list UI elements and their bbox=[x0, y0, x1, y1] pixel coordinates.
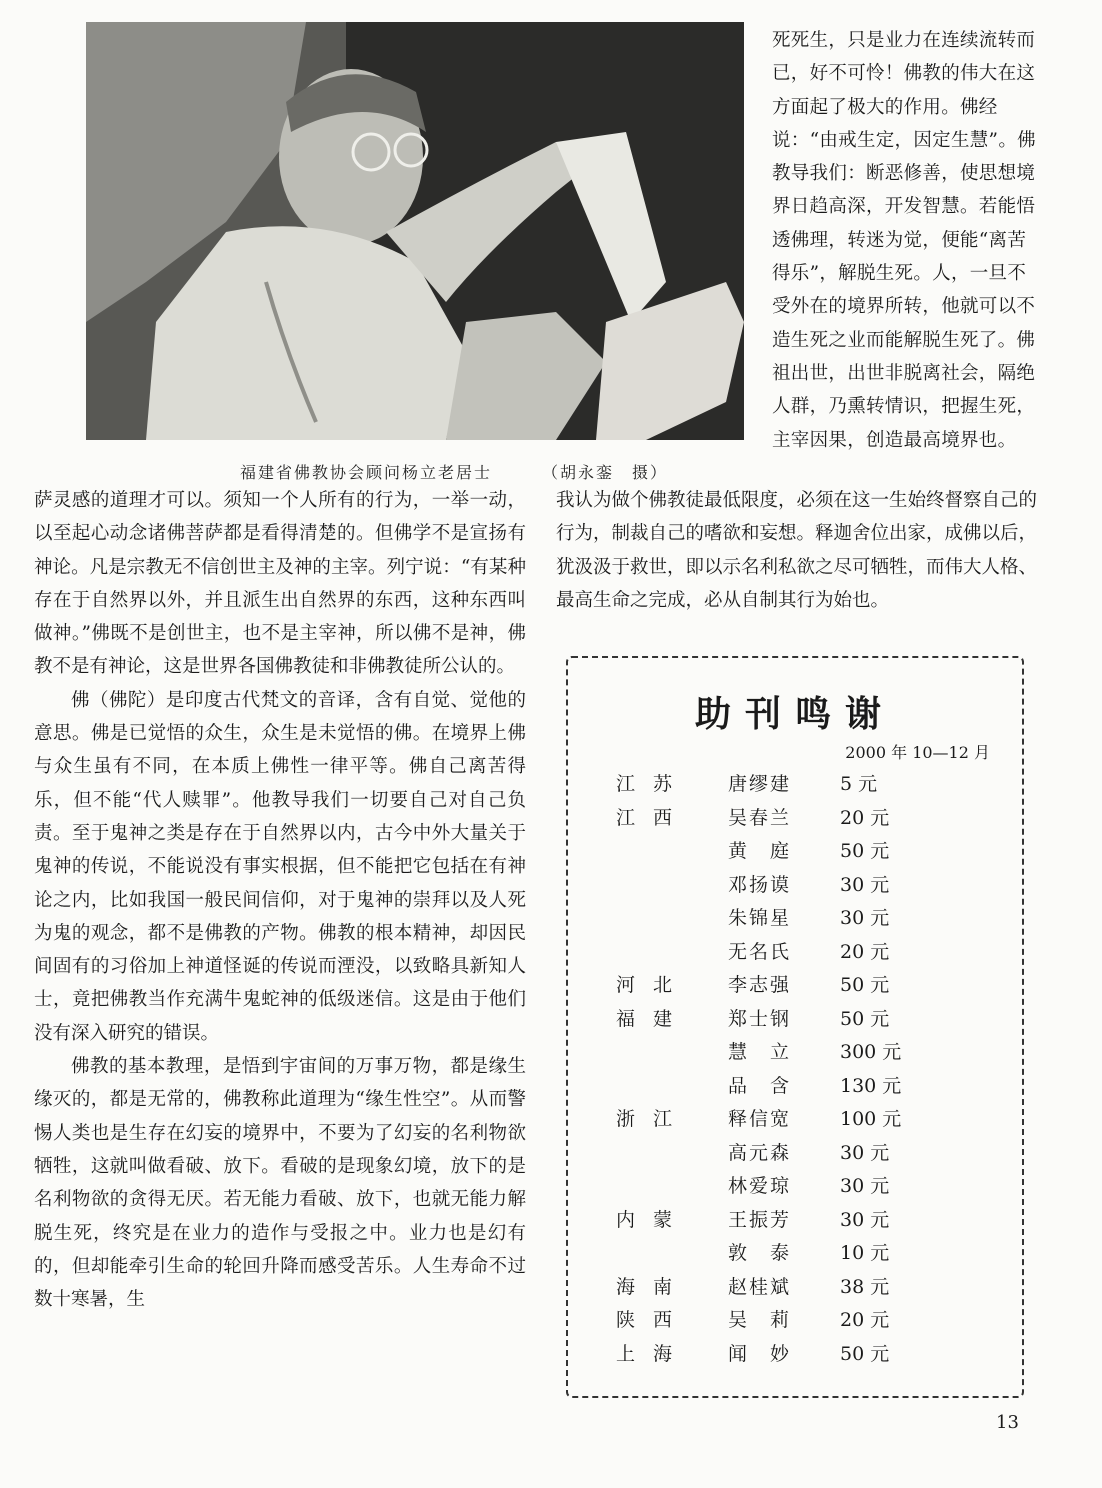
donor-amount: 50 元 bbox=[840, 1342, 890, 1365]
caption-subject: 福建省佛教协会顾问杨立老居士 bbox=[240, 463, 493, 482]
donor-amount: 30 元 bbox=[840, 1175, 890, 1197]
donor-name: 高元森 bbox=[728, 1141, 792, 1164]
donor-province bbox=[568, 1237, 728, 1271]
donor-name: 吴 莉 bbox=[728, 1309, 792, 1331]
donor-amount: 30 元 bbox=[840, 1141, 890, 1164]
donor-amount: 130 元 bbox=[840, 1074, 902, 1097]
left-paragraph-3: 佛教的基本教理，是悟到宇宙间的万事万物，都是缘生缘灭的，都是无常的，佛教称此道理为“缘生性空”。从而警惕人类也是生存在幻妄的境界中，不要为了幻妄的名利物欲牺牲，这就叫做看破、放下。看破的是现象幻境，放下的是名利物欲的贪得无厌。若无能力看破、放下，也就无能力解脱生死，终究是在业力的造作与受报之中。业力也是幻有的，但却能牵引生命的轮回升降而感受苦乐。人生寿命不过数十寒暑，生 bbox=[34, 1056, 526, 1311]
donor-row bbox=[568, 869, 1022, 903]
donor-province bbox=[568, 869, 728, 903]
right-mid-paragraph: 我认为做个佛教徒最低限度，必须在这一生始终督察自己的行为，制裁自己的嗜欲和妄想。释迦舍位出家，成佛以后，犹汲汲于救世，即以示名利私欲之尽可牺牲，而伟大人格、最高生命之完成，必从自制其行为始也。 bbox=[556, 490, 1038, 611]
left-column-text bbox=[34, 484, 526, 1316]
right-column-top-text bbox=[772, 24, 1044, 457]
donor-amount: 38 元 bbox=[840, 1275, 890, 1298]
thanks-date: 2000 年 10—12 月 bbox=[845, 743, 990, 762]
donor-name: 吴春兰 bbox=[728, 806, 792, 829]
donor-province bbox=[568, 1070, 728, 1104]
thanks-title: 助刊鸣谢 bbox=[694, 693, 895, 735]
donor-row bbox=[568, 1271, 1022, 1305]
donor-row bbox=[568, 768, 1022, 802]
donor-province: 河北 bbox=[616, 974, 691, 996]
donor-amount: 30 元 bbox=[840, 907, 890, 929]
right-top-paragraph: 死死生，只是业力在连续流转而已，好不可怜！佛教的伟大在这方面起了极大的作用。佛经说：“由戒生定，因定生慧”。佛教导我们：断恶修善，使思想境界日趋高深，开发智慧。若能悟透佛理，转迷为觉，便能“离苦得乐”，解脱生死。人，一旦不受外在的境界所转，他就可以不造生死之业而能解脱生死了。佛祖出世，出世非脱离社会，隔绝人群，乃熏转情识，把握生死，主宰因果，创造最高境界也。 bbox=[772, 30, 1036, 451]
donor-province: 陕西 bbox=[616, 1309, 691, 1331]
photo-caption bbox=[240, 460, 760, 483]
donor-name: 邓扬谟 bbox=[728, 873, 792, 896]
donor-row bbox=[568, 936, 1022, 970]
donor-row bbox=[568, 1070, 1022, 1104]
portrait-photo bbox=[86, 22, 744, 440]
donor-row bbox=[568, 1237, 1022, 1271]
donor-row bbox=[568, 1036, 1022, 1070]
donor-name: 赵桂斌 bbox=[728, 1275, 792, 1298]
page-number: 13 bbox=[996, 1412, 1019, 1433]
donor-name: 品 含 bbox=[728, 1074, 792, 1097]
donor-province: 浙江 bbox=[616, 1108, 691, 1130]
donor-row bbox=[568, 969, 1022, 1003]
donor-amount: 20 元 bbox=[840, 940, 890, 963]
donor-row bbox=[568, 1103, 1022, 1137]
donor-name: 敦 泰 bbox=[728, 1242, 792, 1264]
donor-province: 上海 bbox=[616, 1342, 691, 1365]
donor-name: 唐缪建 bbox=[728, 773, 792, 795]
donation-thanks-box bbox=[566, 656, 1024, 1398]
donor-amount: 50 元 bbox=[840, 974, 890, 996]
donor-province: 福建 bbox=[616, 1007, 691, 1030]
donor-row bbox=[568, 1137, 1022, 1171]
donor-amount: 50 元 bbox=[840, 840, 890, 862]
donor-row bbox=[568, 1170, 1022, 1204]
donor-name: 朱锦星 bbox=[728, 907, 792, 929]
donor-province bbox=[568, 936, 728, 970]
donor-row bbox=[568, 1304, 1022, 1338]
donor-row bbox=[568, 1003, 1022, 1037]
donor-province: 江西 bbox=[616, 806, 691, 829]
donor-amount: 300 元 bbox=[840, 1041, 902, 1063]
donor-province bbox=[568, 902, 728, 936]
donor-name: 黄 庭 bbox=[728, 840, 792, 862]
donor-row bbox=[568, 835, 1022, 869]
donor-province bbox=[568, 1036, 728, 1070]
donor-name: 李志强 bbox=[728, 974, 792, 996]
donor-row bbox=[568, 1204, 1022, 1238]
left-paragraph-1: 萨灵感的道理才可以。须知一个人所有的行为，一举一动，以至起心动念诸佛菩萨都是看得清楚的。但佛学不是宣扬有神论。凡是宗教无不信创世主及神的主宰。列宁说：“有某种存在于自然界以外，并且派生出自然界的东西，这种东西叫做神。”佛既不是创世主，也不是主宰神，所以佛不是神，佛教不是有神论，这是世界各国佛教徒和非佛教徒所公认的。 bbox=[34, 490, 526, 678]
donor-name: 王振芳 bbox=[728, 1208, 792, 1231]
donor-list bbox=[568, 768, 1022, 1371]
donor-amount: 20 元 bbox=[840, 806, 890, 829]
caption-credit: （胡永銮 摄） bbox=[542, 463, 669, 482]
donor-row bbox=[568, 1338, 1022, 1372]
donor-row bbox=[568, 802, 1022, 836]
donor-name: 无名氏 bbox=[728, 940, 792, 963]
donor-amount: 30 元 bbox=[840, 873, 890, 896]
donor-name: 慧 立 bbox=[728, 1041, 792, 1063]
donor-amount: 10 元 bbox=[840, 1242, 890, 1264]
left-paragraph-2: 佛（佛陀）是印度古代梵文的音译，含有自觉、觉他的意思。佛是已觉悟的众生，众生是未觉悟的佛。在境界上佛与众生虽有不同，在本质上佛性一律平等。佛自己离苦得乐，但不能“代人赎罪”。他教导我们一切要自己对自己负责。至于鬼神之类是存在于自然界以内，古今中外大量关于鬼神的传说，不能说没有事实根据，但不能把它包括在有神论之内，比如我国一般民间信仰，对于鬼神的崇拜以及人死为鬼的观念，都不是佛教的产物。佛教的根本精神，却因民间固有的习俗加上神道怪诞的传说而湮没，以致略具新知人士，竟把佛教当作充满牛鬼蛇神的低级迷信。这是由于他们没有深入研究的错误。 bbox=[34, 689, 526, 1044]
donor-province: 内蒙 bbox=[616, 1208, 691, 1231]
donor-amount: 50 元 bbox=[840, 1007, 890, 1030]
donor-province bbox=[568, 1170, 728, 1204]
donor-province: 海南 bbox=[616, 1275, 691, 1298]
donor-province bbox=[568, 835, 728, 869]
donor-amount: 5 元 bbox=[840, 773, 878, 795]
right-column-mid-text bbox=[556, 484, 1046, 617]
donor-row bbox=[568, 902, 1022, 936]
donor-amount: 30 元 bbox=[840, 1208, 890, 1231]
donor-province: 江苏 bbox=[616, 773, 691, 795]
donor-amount: 20 元 bbox=[840, 1309, 890, 1331]
donor-name: 闻 妙 bbox=[728, 1342, 792, 1365]
donor-name: 郑士钢 bbox=[728, 1007, 792, 1030]
donor-amount: 100 元 bbox=[840, 1108, 902, 1130]
donor-name: 释信宽 bbox=[728, 1108, 792, 1130]
photo-illustration bbox=[86, 22, 744, 440]
donor-province bbox=[568, 1137, 728, 1171]
donor-name: 林爱琼 bbox=[728, 1175, 792, 1197]
